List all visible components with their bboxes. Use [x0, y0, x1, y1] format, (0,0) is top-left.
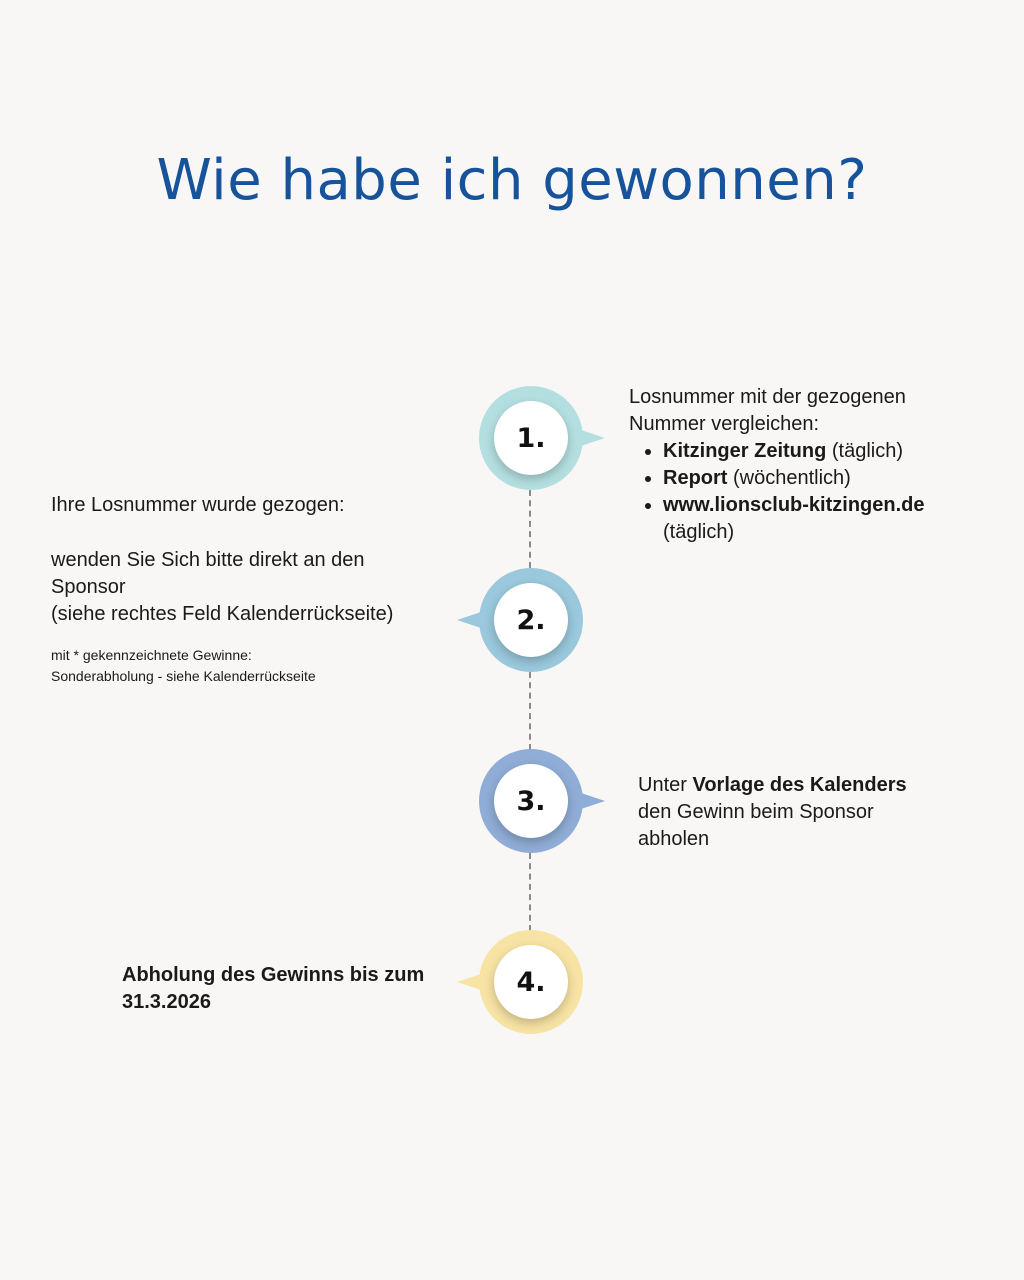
- step-4-text: [122, 962, 447, 1016]
- source-note: (wöchentlich): [733, 467, 851, 489]
- step-2-number: 2.: [494, 583, 568, 657]
- step-3-emphasis: Vorlage des Kalenders: [692, 774, 907, 796]
- step-4-deadline: Abholung des Gewinns bis zum 31.3.2026: [122, 964, 425, 1013]
- step-4-pointer: [457, 974, 481, 990]
- step-1: [479, 386, 583, 490]
- step-2-note: [51, 645, 431, 687]
- step-1-intro: Losnummer mit der gezogenen Nummer vergleichen:: [629, 386, 906, 435]
- connector-3-4: [529, 853, 531, 931]
- connector-2-3: [529, 672, 531, 750]
- source-note: (täglich): [663, 521, 735, 543]
- step-3-prefix: Unter: [638, 774, 687, 796]
- step-3-number: 3.: [494, 764, 568, 838]
- source-name: Kitzinger Zeitung: [663, 440, 827, 462]
- step-1-sources-list: [629, 438, 959, 546]
- step-4: [479, 930, 583, 1034]
- source-item: [663, 438, 959, 465]
- connector-1-2: [529, 490, 531, 568]
- step-3: [479, 749, 583, 853]
- step-2-line-2: wenden Sie Sich bitte direkt an den Sponsor: [51, 549, 365, 598]
- step-2-text: [51, 492, 431, 687]
- step-3-suffix: den Gewinn beim Sponsor abholen: [638, 801, 874, 850]
- step-2-pointer: [457, 612, 481, 628]
- source-note: (täglich): [831, 440, 904, 462]
- source-name: www.lionsclub-kitzingen.de: [663, 494, 925, 516]
- source-item: [663, 465, 959, 492]
- step-2: [479, 568, 583, 672]
- step-2-note-line-1: mit * gekennzeichnete Gewinne:: [51, 647, 252, 663]
- step-3-pointer: [581, 793, 605, 809]
- step-2-line-1: Ihre Losnummer wurde gezogen:: [51, 494, 345, 516]
- step-3-text: [638, 772, 938, 853]
- step-4-number: 4.: [494, 945, 568, 1019]
- step-1-text: [629, 384, 959, 546]
- step-2-line-3: (siehe rechtes Feld Kalenderrückseite): [51, 603, 394, 625]
- source-name: Report: [663, 467, 728, 489]
- source-item: [663, 492, 959, 546]
- step-2-note-line-2: Sonderabholung - siehe Kalenderrückseite: [51, 668, 316, 684]
- step-1-pointer: [581, 430, 605, 446]
- step-1-number: 1.: [494, 401, 568, 475]
- page-title: Wie habe ich gewonnen?: [156, 148, 868, 213]
